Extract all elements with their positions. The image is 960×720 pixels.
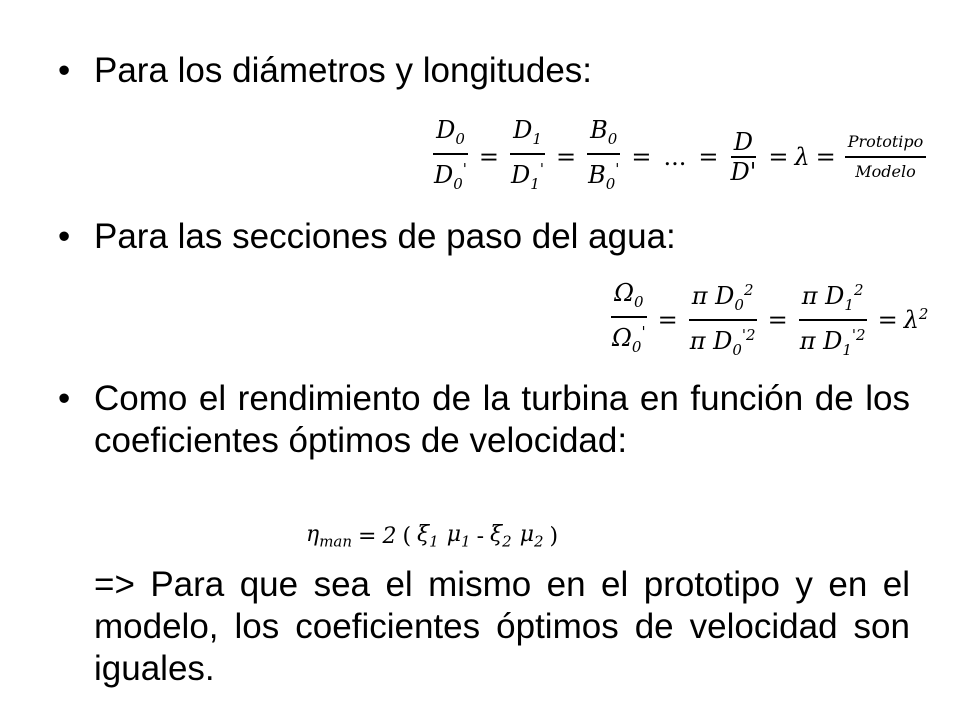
fraction-omega: $\frac{\Omega_0}{\Omega_0'}$ (612, 279, 646, 356)
fraction-pi-d1: $\frac{\pi D_1^2}{\pi D_1^{'2}}$ (797, 278, 869, 362)
bullet-efficiency (58, 378, 910, 462)
fraction-pi-d0: $\frac{\pi D_0^2}{\pi D_0^{'2}}$ (687, 278, 759, 362)
fraction-b0: $\frac{B_0}{B_0'}$ (588, 116, 620, 193)
bullet-glyph: • (58, 379, 71, 418)
fraction-d0: $\frac{D_0}{D_0'}$ (434, 116, 467, 193)
formula-efficiency: $\eta_{man}$ = 2 ( $\xi_1$ $\mu_1$ - $\xi_2$ $\mu_2$ ) (306, 522, 559, 551)
formula-length-ratio: $\frac{D_0}{D_0'}$ = $\frac{D_1}{D_1'}$ = $\frac{B_0}{B_0'}$ = ... = $\frac{D}{D'}$ = λ = $\frac{\text{Prototipo}}{\text{Modelo}}$ (428, 118, 929, 196)
fraction-d: $\frac{D}{D'}$ (730, 127, 757, 186)
fraction-prototype-model: $\frac{\text{Prototipo}}{\text{Modelo}}$ (845, 130, 927, 184)
formula-area-ratio: $\frac{\Omega_0}{\Omega_0'}$ = $\frac{\pi D_0^2}{\pi D_0^{'2}}$ = $\frac{\pi D_1^2}{\pi D_1^{'2}}$ = $\lambda^2$ (606, 278, 928, 362)
bullet-text: Para los diámetros y longitudes: (94, 51, 593, 90)
bullet-sections (58, 216, 910, 258)
bullet-glyph: • (58, 51, 71, 90)
bullet-text: Para las secciones de paso del agua: (94, 217, 676, 256)
bullet-glyph: • (58, 217, 71, 256)
bullet-diameters (58, 50, 910, 92)
conclusion-text: => Para que sea el mismo en el prototipo y en el modelo, los coeficientes óptimos de velocidad son iguales. (94, 565, 910, 688)
bullet-text: Como el rendimiento de la turbina en función de los coeficientes óptimos de velocidad: (94, 379, 910, 460)
fraction-d1: $\frac{D_1}{D_1'}$ (511, 116, 544, 193)
